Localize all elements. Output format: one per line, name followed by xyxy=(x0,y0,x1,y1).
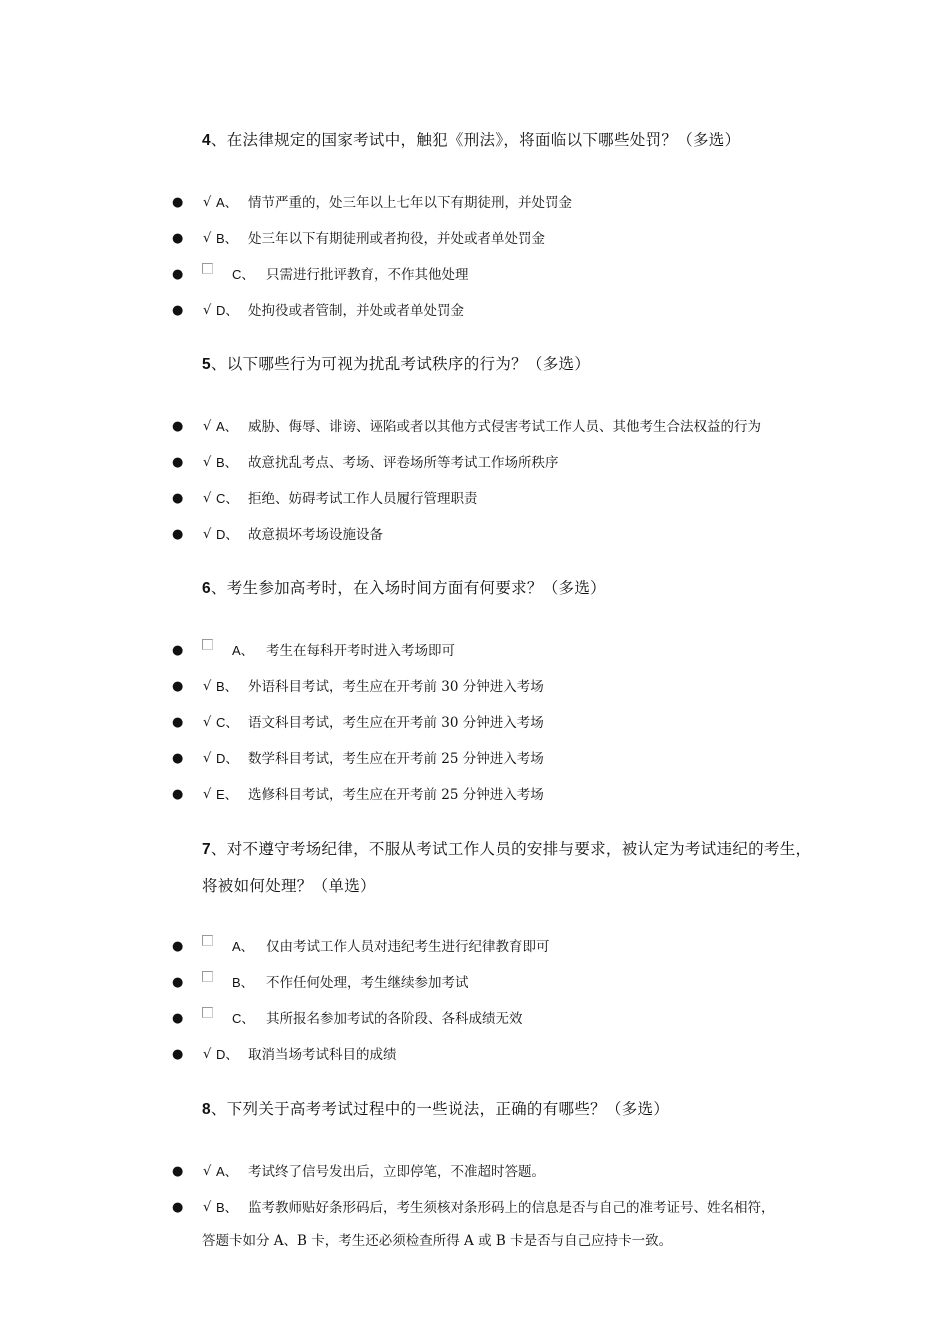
option-letter: E、 xyxy=(216,787,238,802)
option-letter: B、 xyxy=(216,455,238,470)
checkmark-icon: √ xyxy=(203,195,212,210)
option-letter: B、 xyxy=(216,679,238,694)
option-5b[interactable] xyxy=(0,448,950,478)
question-text: 、下列关于高考考试过程中的一些说法，正确的有哪些？（多选） xyxy=(210,1100,670,1118)
option-text: 取消当场考试科目的成绩 xyxy=(248,1047,397,1063)
option-letter: D、 xyxy=(216,303,239,318)
checkmark-icon: √ xyxy=(203,303,212,318)
checkmark-icon: √ xyxy=(203,1164,212,1179)
empty-checkbox-icon[interactable] xyxy=(202,263,213,274)
checkmark-icon: √ xyxy=(203,231,212,246)
option-6a[interactable] xyxy=(0,636,950,666)
bullet-icon: ● xyxy=(172,715,184,730)
checkmark-icon: √ xyxy=(203,787,212,802)
bullet-icon: ● xyxy=(172,195,184,210)
question-7-title xyxy=(202,831,812,904)
question-text: 、对不遵守考场纪律，不服从考试工作人员的安排与要求，被认定为考试违纪的考生，将被如何处理？（单选） xyxy=(202,840,812,895)
bullet-icon: ● xyxy=(172,939,184,954)
checkmark-icon: √ xyxy=(203,679,212,694)
bullet-icon: ● xyxy=(172,1164,184,1179)
checkmark-icon: √ xyxy=(203,455,212,470)
option-letter: B、 xyxy=(232,975,254,990)
option-text: 监考教师贴好条形码后，考生须核对条形码上的信息是否与自己的准考证号、姓名相符， xyxy=(248,1200,775,1216)
question-text: 、考生参加高考时，在入场时间方面有何要求？（多选） xyxy=(210,579,606,597)
option-text: 仅由考试工作人员对违纪考生进行纪律教育即可 xyxy=(266,939,550,955)
bullet-icon: ● xyxy=(172,231,184,246)
bullet-icon: ● xyxy=(172,1047,184,1062)
question-5-title xyxy=(202,346,812,383)
question-number: 6 xyxy=(202,580,211,597)
option-letter: D、 xyxy=(216,751,239,766)
option-7b[interactable] xyxy=(0,968,950,998)
question-6-title xyxy=(202,570,812,607)
bullet-icon: ● xyxy=(172,751,184,766)
bullet-icon: ● xyxy=(172,787,184,802)
option-5d[interactable] xyxy=(0,520,950,550)
bullet-icon: ● xyxy=(172,419,184,434)
option-letter: B、 xyxy=(216,1200,238,1215)
question-text: 、在法律规定的国家考试中，触犯《刑法》，将面临以下哪些处罚？（多选） xyxy=(210,131,741,149)
option-6d[interactable] xyxy=(0,744,950,774)
option-5c[interactable] xyxy=(0,484,950,514)
option-letter: A、 xyxy=(232,643,254,658)
bullet-icon: ● xyxy=(172,1011,184,1026)
question-number: 4 xyxy=(202,132,211,149)
bullet-icon: ● xyxy=(172,455,184,470)
bullet-icon: ● xyxy=(172,975,184,990)
bullet-icon: ● xyxy=(172,679,184,694)
option-text: 只需进行批评教育，不作其他处理 xyxy=(266,267,469,283)
option-text: 故意损坏考场设施设备 xyxy=(248,527,383,543)
option-4d[interactable] xyxy=(0,296,950,326)
option-text: 选修科目考试，考生应在开考前 25 分钟进入考场 xyxy=(248,787,544,803)
option-letter: A、 xyxy=(216,419,238,434)
empty-checkbox-icon[interactable] xyxy=(202,1007,213,1018)
option-text: 处三年以下有期徒刑或者拘役，并处或者单处罚金 xyxy=(248,231,545,247)
question-number: 8 xyxy=(202,1101,211,1118)
question-8-title xyxy=(202,1091,812,1128)
checkmark-icon: √ xyxy=(203,1200,212,1215)
checkmark-icon: √ xyxy=(203,491,212,506)
option-letter: D、 xyxy=(216,527,239,542)
bullet-icon: ● xyxy=(172,491,184,506)
option-4b[interactable] xyxy=(0,224,950,254)
bullet-icon: ● xyxy=(172,527,184,542)
empty-checkbox-icon[interactable] xyxy=(202,935,213,946)
option-letter: B、 xyxy=(216,231,238,246)
option-7d[interactable] xyxy=(0,1040,950,1070)
option-letter: C、 xyxy=(216,715,239,730)
question-4-title xyxy=(202,122,812,159)
option-text: 故意扰乱考点、考场、评卷场所等考试工作场所秩序 xyxy=(248,455,559,471)
option-6c[interactable] xyxy=(0,708,950,738)
option-text-continuation: 答题卡如分 A、B 卡，考生还必须检查所得 A 或 B 卡是否与自己应持卡一致。 xyxy=(202,1233,673,1249)
option-7a[interactable] xyxy=(0,932,950,962)
option-text: 数学科目考试，考生应在开考前 25 分钟进入考场 xyxy=(248,751,544,767)
checkmark-icon: √ xyxy=(203,715,212,730)
empty-checkbox-icon[interactable] xyxy=(202,971,213,982)
option-text: 考试终了信号发出后，立即停笔，不准超时答题。 xyxy=(248,1164,545,1180)
option-text: 语文科目考试，考生应在开考前 30 分钟进入考场 xyxy=(248,715,544,731)
checkmark-icon: √ xyxy=(203,419,212,434)
option-letter: A、 xyxy=(216,1164,238,1179)
option-7c[interactable] xyxy=(0,1004,950,1034)
question-number: 5 xyxy=(202,356,211,373)
checkmark-icon: √ xyxy=(203,527,212,542)
option-text: 不作任何处理，考生继续参加考试 xyxy=(266,975,469,991)
empty-checkbox-icon[interactable] xyxy=(202,639,213,650)
option-6b[interactable] xyxy=(0,672,950,702)
option-text: 处拘役或者管制，并处或者单处罚金 xyxy=(248,303,464,319)
bullet-icon: ● xyxy=(172,267,184,282)
option-5a[interactable] xyxy=(0,412,950,442)
checkmark-icon: √ xyxy=(203,1047,212,1062)
option-8b[interactable] xyxy=(0,1193,950,1265)
bullet-icon: ● xyxy=(172,303,184,318)
option-text: 拒绝、妨碍考试工作人员履行管理职责 xyxy=(248,491,478,507)
option-letter: C、 xyxy=(232,267,255,282)
option-letter: C、 xyxy=(216,491,239,506)
option-8a[interactable] xyxy=(0,1157,950,1187)
option-letter: A、 xyxy=(232,939,254,954)
question-text: 、以下哪些行为可视为扰乱考试秩序的行为？（多选） xyxy=(210,355,591,373)
option-letter: D、 xyxy=(216,1047,239,1062)
option-text: 情节严重的，处三年以上七年以下有期徒刑，并处罚金 xyxy=(248,195,572,211)
option-text: 其所报名参加考试的各阶段、各科成绩无效 xyxy=(266,1011,523,1027)
option-text: 外语科目考试，考生应在开考前 30 分钟进入考场 xyxy=(248,679,544,695)
question-number: 7 xyxy=(202,841,211,858)
bullet-icon: ● xyxy=(172,643,184,658)
bullet-icon: ● xyxy=(172,1200,184,1215)
option-4a[interactable] xyxy=(0,188,950,218)
checkmark-icon: √ xyxy=(203,751,212,766)
option-text: 考生在每科开考时进入考场即可 xyxy=(266,643,455,659)
option-4c[interactable] xyxy=(0,260,950,290)
option-6e[interactable] xyxy=(0,780,950,810)
option-text: 威胁、侮辱、诽谤、诬陷或者以其他方式侵害考试工作人员、其他考生合法权益的行为 xyxy=(248,419,761,435)
option-letter: A、 xyxy=(216,195,238,210)
option-letter: C、 xyxy=(232,1011,255,1026)
